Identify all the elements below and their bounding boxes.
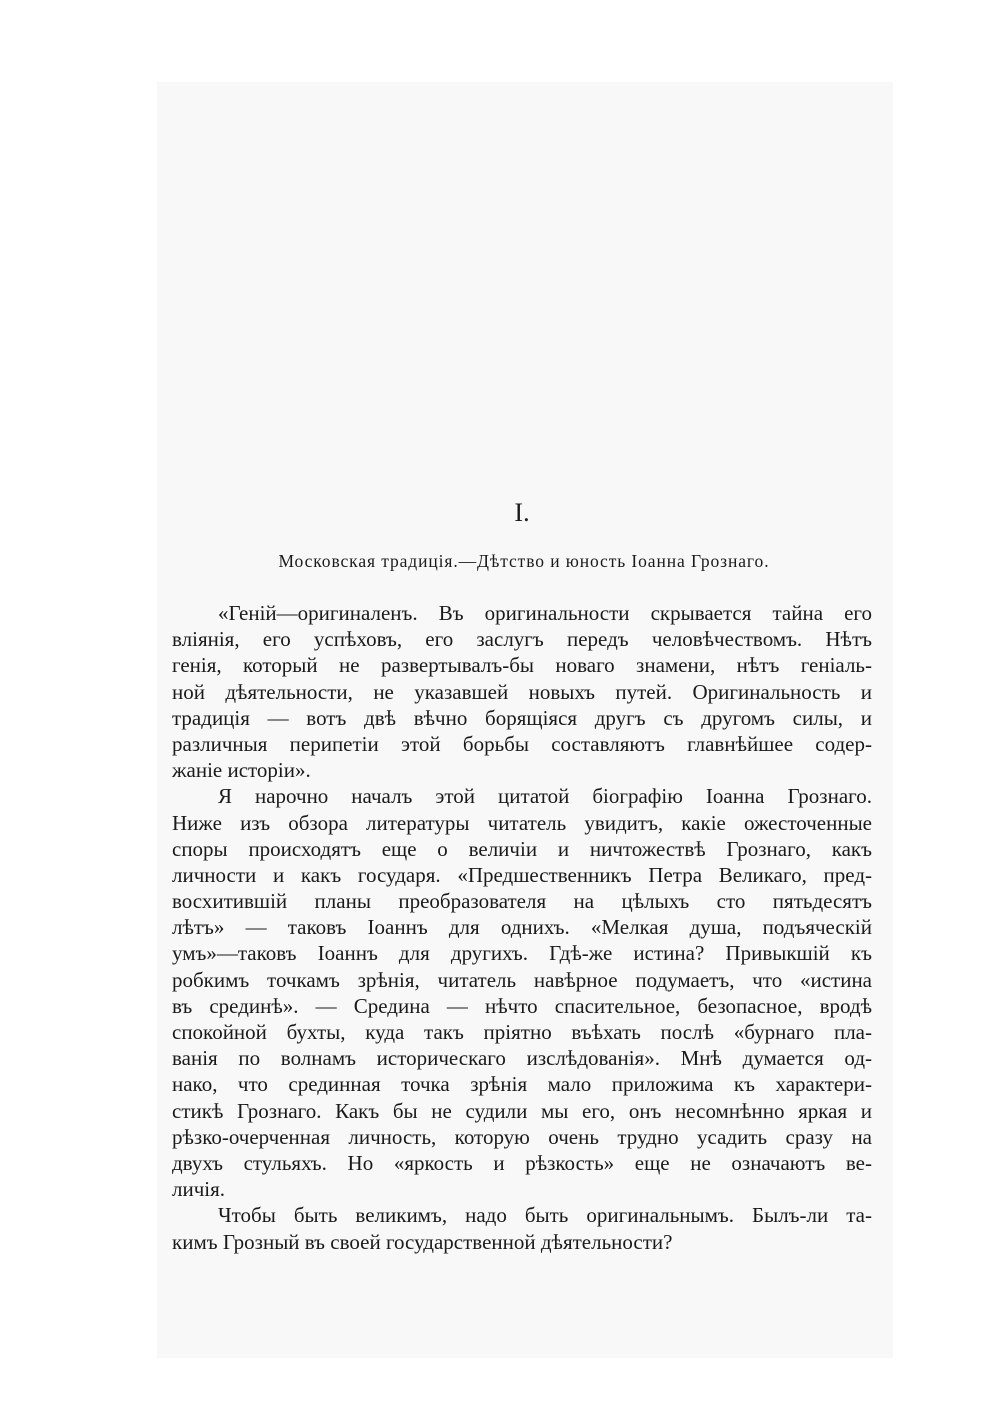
text-line: Чтобы быть великимъ, надо быть оригинальнымъ. Былъ-ли та- [218, 1203, 872, 1228]
text-line: вліянія, его успѣховъ, его заслугъ передъ человѣчествомъ. Нѣтъ [172, 627, 872, 652]
text-line: различныя перипетіи этой борьбы составляютъ главнѣйшее содер- [172, 731, 872, 756]
text-line: кимъ Грозный въ своей государственной дѣятельности? [172, 1229, 673, 1254]
text-line: двухъ стульяхъ. Но «яркость и рѣзкость» еще не означаютъ ве- [172, 1150, 872, 1175]
text-line: въ срединѣ». — Средина — нѣчто спасительное, безопасное, вродѣ [172, 993, 872, 1018]
text-line: споры происходятъ еще о величіи и ничтожествѣ Грознаго, какъ [172, 836, 872, 861]
text-line: традиція — вотъ двѣ вѣчно борящіяся другъ съ другомъ силы, и [172, 705, 872, 730]
text-line: робкимъ точкамъ зрѣнія, читатель навѣрное подумаетъ, что «истина [172, 967, 872, 992]
chapter-number: I. [514, 498, 530, 527]
text-line: личія. [172, 1177, 226, 1202]
text-line: рѣзко-очерченная личность, которую очень трудно усадить сразу на [172, 1124, 872, 1149]
text-line: Ниже изъ обзора литературы читатель увидитъ, какіе ожесточенные [172, 810, 872, 835]
text-line: спокойной бухты, куда такъ пріятно въѣхать послѣ «бурнаго пла- [172, 1020, 872, 1044]
text-line: стикѣ Грознаго. Какъ бы не судили мы его, онъ несомнѣнно яркая и [172, 1098, 872, 1123]
text-line: «Геній—оригиналенъ. Въ оригинальности скрывается тайна его [218, 601, 872, 625]
text-line: личности и какъ государя. «Предшественникъ Петра Великаго, пред- [172, 862, 872, 887]
chapter-title: Московская традиція.—Дѣтство и юность Іоанна Грознаго. [278, 551, 770, 571]
body-text [172, 600, 872, 1255]
text-line: ванія по волнамъ историческаго изслѣдованія». Мнѣ думается од- [172, 1046, 872, 1071]
text-line: ной дѣятельности, не указавшей новыхъ путей. Оригинальность и [172, 679, 872, 704]
text-line: лѣтъ» — таковъ Іоаннъ для однихъ. «Мелкая душа, подъяческій [172, 915, 872, 940]
text-line: Я нарочно началъ этой цитатой біографію Іоанна Грознаго. [218, 784, 872, 809]
text-line: жаніе исторіи». [172, 758, 311, 783]
text-line: нако, что срединная точка зрѣнія мало приложима къ характери- [172, 1072, 872, 1097]
text-line: восхитившій планы преобразователя на цѣлыхъ сто пятьдесятъ [172, 889, 872, 914]
text-line: генія, который не развертывалъ-бы новаго знамени, нѣтъ геніаль- [172, 653, 872, 678]
text-line: умъ»—таковъ Іоаннъ для другихъ. Гдѣ-же истина? Привыкшій къ [172, 941, 872, 966]
